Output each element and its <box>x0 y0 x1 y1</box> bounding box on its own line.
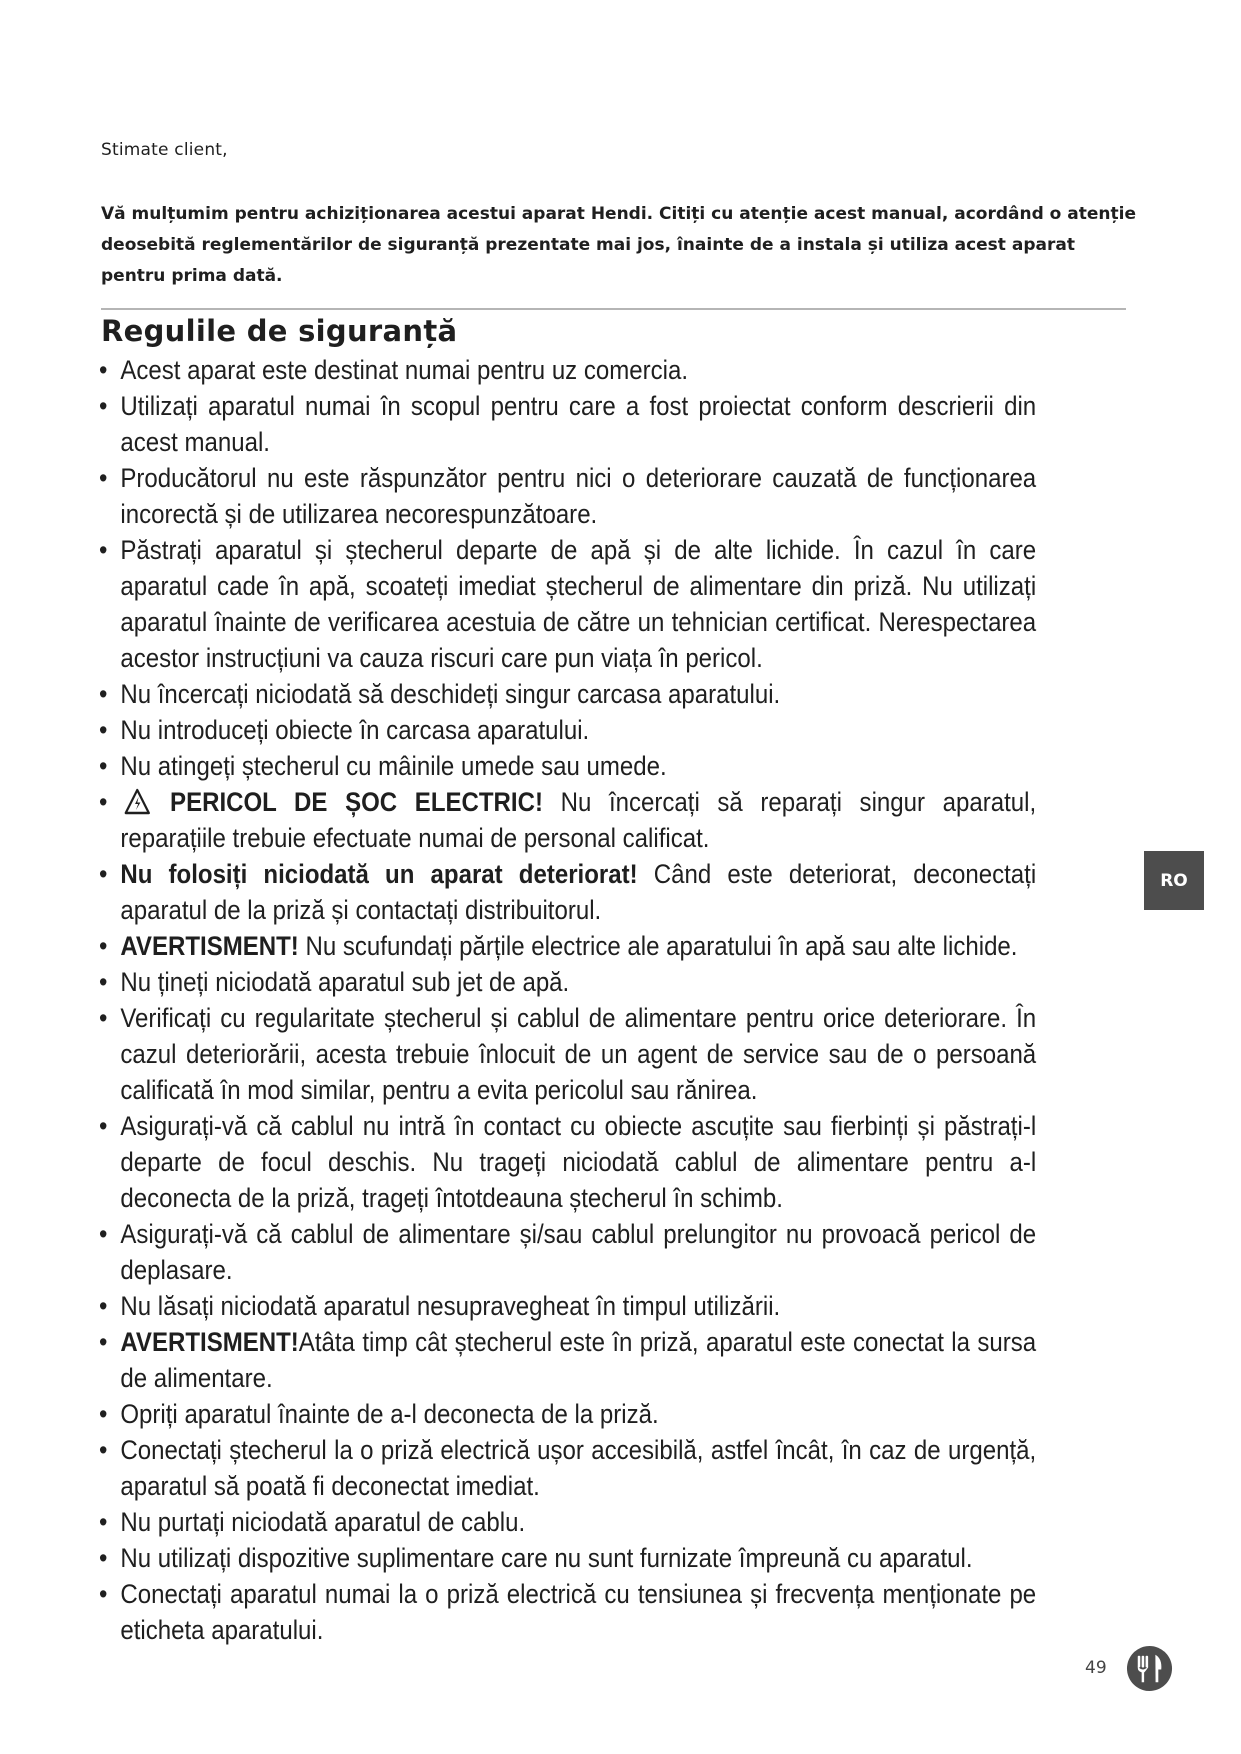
bullet: • <box>99 859 108 889</box>
rule-item <box>99 1216 1036 1288</box>
rule-text: Nu scufundați părțile electrice ale aparatului în apă sau alte lichide. <box>305 931 1018 961</box>
rule-item <box>99 1288 1036 1324</box>
rule-item <box>99 1540 1036 1576</box>
page-number: 49 <box>1085 1658 1107 1678</box>
greeting: Stimate client, <box>101 140 228 160</box>
rule-text: Nu încercați să reparați singur aparatul, reparațiile trebuie efectuate numai de personal calificat. <box>120 787 1037 853</box>
rule-text: Nu utilizați dispozitive suplimentare care nu sunt furnizate împreună cu aparatul. <box>120 1543 973 1573</box>
rule-strong: Nu folosiți niciodată un aparat deteriorat! <box>120 859 638 889</box>
rule-item <box>99 1000 1036 1108</box>
rule-text: Păstrați aparatul și ștecherul departe de apă și de alte lichide. În cazul în care aparatul cade în apă, scoateți imediat ștecherul de alimentare din priză. Nu utilizați aparatul înainte de verificarea acestuia de către un tehnician certificat. Nerespectarea acestor instrucțiuni va cauza riscuri care pun viața în pericol. <box>120 535 1037 673</box>
rule-item <box>99 388 1036 460</box>
hendi-cutlery-logo-icon <box>1126 1645 1173 1692</box>
bullet: • <box>99 1579 108 1609</box>
bullet: • <box>99 1327 108 1357</box>
rule-text: Conectați ștecherul la o priză electrică ușor accesibilă, astfel încât, în caz de urgență, aparatul să poată fi deconectat imediat. <box>120 1435 1037 1501</box>
rule-item <box>99 928 1036 964</box>
bullet: • <box>99 1003 108 1033</box>
rule-text: Producătorul nu este răspunzător pentru nici o deteriorare cauzată de funcționarea incorectă și de utilizarea necorespunzătoare. <box>120 463 1037 529</box>
rule-text: Când este deteriorat, deconectați aparatul de la priză și contactați distribuitorul. <box>120 859 1037 925</box>
rule-strong: AVERTISMENT! <box>120 1327 299 1357</box>
rule-text: Utilizați aparatul numai în scopul pentru care a fost proiectat conform descrierii din acest manual. <box>120 391 1037 457</box>
rule-item <box>99 856 1036 928</box>
language-tab: RO <box>1144 851 1204 910</box>
rule-text: Nu încercați niciodată să deschideți singur carcasa aparatului. <box>120 679 781 709</box>
rule-item <box>99 1504 1036 1540</box>
rule-item <box>99 676 1036 712</box>
rule-item <box>99 1432 1036 1504</box>
rule-strong: PERICOL DE ȘOC ELECTRIC! <box>170 787 543 817</box>
rule-item <box>99 712 1036 748</box>
bullet: • <box>99 535 108 565</box>
bullet: • <box>99 967 108 997</box>
rule-text: Opriți aparatul înainte de a-l deconecta de la priză. <box>120 1399 659 1429</box>
rule-text: Asigurați-vă că cablul nu intră în contact cu obiecte ascuțite sau fierbinți și păstrați-l departe de focul deschis. Nu trageți niciodată cablul de alimentare pentru a-l deconecta de la priză, trageți întotdeauna ștecherul în schimb. <box>120 1111 1037 1213</box>
bullet: • <box>99 1111 108 1141</box>
rule-item <box>99 1576 1036 1648</box>
rule-item <box>99 532 1036 676</box>
rule-item <box>99 1396 1036 1432</box>
rule-item <box>99 784 1036 856</box>
rule-item <box>99 964 1036 1000</box>
section-title: Regulile de siguranță <box>101 314 458 348</box>
bullet: • <box>99 391 108 421</box>
intro-paragraph: Vă mulțumim pentru achiziționarea acestui aparat Hendi. Citiți cu atenție acest manual, acordând o atenție deosebită reglementărilor de siguranță prezentate mai jos, înainte de a instala și utiliza acest aparat pentru prima dată. <box>101 204 1136 286</box>
rule-text: Acest aparat este destinat numai pentru uz comercia. <box>120 355 689 385</box>
rule-text: Asigurați-vă că cablul de alimentare și/sau cablul prelungitor nu provoacă pericol de deplasare. <box>120 1219 1037 1285</box>
rule-item <box>99 1324 1036 1396</box>
bullet: • <box>99 715 108 745</box>
bullet: • <box>99 931 108 961</box>
rule-item <box>99 460 1036 532</box>
rule-text: Nu introduceți obiecte în carcasa aparatului. <box>120 715 590 745</box>
rule-strong: AVERTISMENT! <box>120 931 299 961</box>
section-divider <box>101 308 1126 310</box>
rule-item <box>99 352 1036 388</box>
bullet: • <box>99 1543 108 1573</box>
bullet: • <box>99 1219 108 1249</box>
bullet: • <box>99 1507 108 1537</box>
safety-rules-list <box>99 352 1036 1648</box>
rule-item <box>99 1108 1036 1216</box>
rule-text: Nu țineți niciodată aparatul sub jet de apă. <box>120 967 570 997</box>
bullet: • <box>99 355 108 385</box>
rule-text: Nu atingeți ștecherul cu mâinile umede sau umede. <box>120 751 667 781</box>
rule-text: Nu lăsați niciodată aparatul nesupravegheat în timpul utilizării. <box>120 1291 781 1321</box>
rule-text: Verificați cu regularitate ștecherul și cablul de alimentare pentru orice deteriorare. În cazul deteriorării, acesta trebuie înlocuit de un agent de service sau de o persoană calificată în mod similar, pentru a evita pericolul sau rănirea. <box>120 1003 1037 1105</box>
rule-text: Conectați aparatul numai la o priză electrică cu tensiunea și frecvența menționate pe eticheta aparatului. <box>120 1579 1037 1645</box>
rule-text: Nu purtați niciodată aparatul de cablu. <box>120 1507 526 1537</box>
rule-item <box>99 748 1036 784</box>
rule-text: Atâta timp cât ștecherul este în priză, aparatul este conectat la sursa de alimentare. <box>120 1327 1037 1393</box>
bullet: • <box>99 463 108 493</box>
bullet: • <box>99 1435 108 1465</box>
warning-triangle-icon <box>124 788 151 815</box>
bullet: • <box>99 1291 108 1321</box>
bullet: • <box>99 1399 108 1429</box>
bullet: • <box>99 787 108 817</box>
bullet: • <box>99 751 108 781</box>
bullet: • <box>99 679 108 709</box>
